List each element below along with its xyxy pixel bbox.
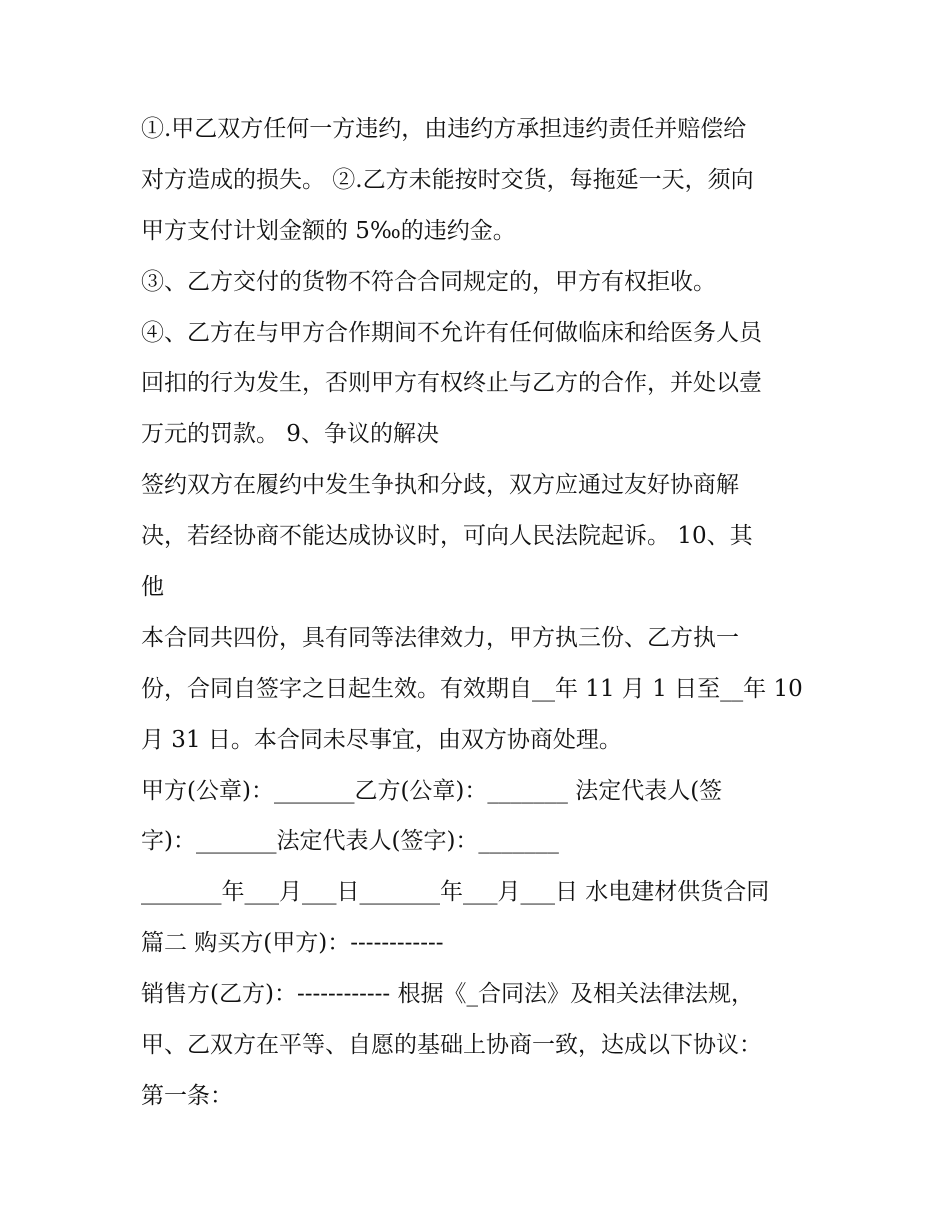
- text-line: 决，若经协商不能达成协议时，可向人民法院起诉。 10、其: [141, 523, 753, 550]
- text-line: 甲方支付计划金额的 5‰的违约金。: [141, 217, 516, 244]
- text-line: ①.甲乙双方任何一方违约，由违约方承担违约责任并赔偿给: [141, 116, 747, 142]
- text-line: 甲、乙双方在平等、自愿的基础上协商一致，达成以下协议：: [141, 1032, 762, 1059]
- text-line: 他: [141, 574, 164, 601]
- text-line: 本合同共四份，具有同等法律效力，甲方执三份、乙方执一: [141, 624, 739, 651]
- text-line: 篇二 购买方(甲方)：------------: [141, 930, 444, 957]
- text-line: 对方造成的损失。 ②.乙方未能按时交货，每拖延一天，须向: [141, 166, 754, 193]
- text-line: _______年___月___日_______年___月___日 水电建材供货合同: [141, 879, 770, 906]
- text-line: 字)：_______法定代表人(签字)：_______: [141, 828, 559, 855]
- text-line: 份，合同自签字之日起生效。有效期自__年 11 月 1 日至__年 10: [141, 675, 803, 702]
- text-line: 第一条：: [141, 1082, 233, 1109]
- text-line: ④、乙方在与甲方合作期间不允许有任何做临床和给医务人员: [141, 319, 762, 346]
- document-body: [141, 104, 821, 1122]
- text-line: 甲方(公章)：_______乙方(公章)：_______ 法定代表人(签: [141, 777, 723, 804]
- text-line: 回扣的行为发生，否则甲方有权终止与乙方的合作，并处以壹: [141, 370, 762, 397]
- text-line: 月 31 日。本合同未尽事宜，由双方协商处理。: [141, 726, 622, 753]
- text-line: 销售方(乙方)：------------ 根据《_合同法》及相关法律法规，: [141, 981, 755, 1008]
- text-line: 万元的罚款。 9、争议的解决: [141, 421, 439, 448]
- text-line: 签约双方在履约中发生争执和分歧，双方应通过友好协商解: [141, 472, 739, 499]
- text-line: ③、乙方交付的货物不符合合同规定的，甲方有权拒收。: [141, 268, 716, 295]
